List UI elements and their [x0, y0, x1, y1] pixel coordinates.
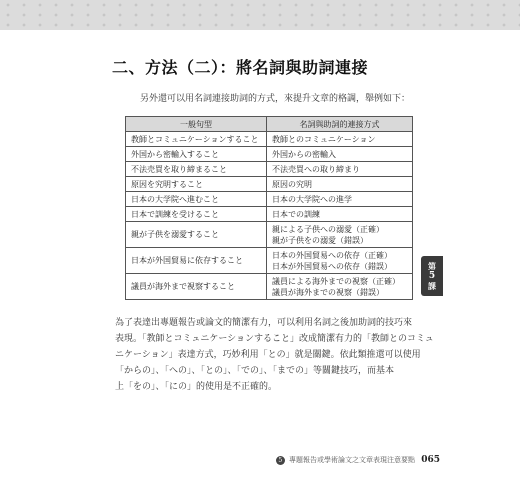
table-row	[126, 162, 413, 177]
page-number: 065	[421, 455, 440, 465]
noun-particle-cell	[267, 162, 413, 177]
table-header-cell: 一般句型	[126, 117, 267, 132]
table-row	[126, 207, 413, 222]
cell-line: 日本の大学院への進学	[272, 194, 352, 204]
general-form-cell: 原因を究明すること	[126, 177, 267, 192]
page-footer	[0, 455, 440, 465]
noun-particle-cell	[267, 192, 413, 207]
general-form-cell: 親が子供を溺愛すること	[126, 222, 267, 248]
chapter-tab-number: 5	[428, 271, 436, 281]
cell-line: 教師とのコミュニケーション	[272, 134, 376, 144]
general-form-cell: 日本で訓練を受けること	[126, 207, 267, 222]
table-header-row	[126, 117, 413, 132]
noun-particle-cell	[267, 222, 413, 248]
table-row	[126, 274, 413, 300]
decorative-header-band	[0, 0, 520, 30]
paragraph-line: 上「をの」、「にの」的使用是不正確的。	[115, 382, 278, 392]
intro-text: 另外還可以用名詞連接助詞的方式，來提升文章的格調，舉例如下：	[140, 94, 411, 104]
noun-particle-cell	[267, 274, 413, 300]
footer-title: 專題報告或學術論文之文章表現注意要點	[288, 456, 415, 464]
table-row	[126, 248, 413, 274]
paragraph-line: ニケーション」表達方式，巧妙利用「との」就是關鍵。依此類推還可以使用	[115, 350, 421, 360]
table-header-cell: 名詞與助詞的連接方式	[267, 117, 413, 132]
noun-particle-cell	[267, 177, 413, 192]
paragraph-line: 表現。「教師とコミュニケーションすること」改成簡潔有力的「教師とのコミュ	[115, 334, 434, 344]
cell-line: 外国からの密輸入	[272, 149, 336, 159]
chapter-tab-bottom: 課	[428, 281, 436, 291]
general-form-cell: 議員が海外まで視察すること	[126, 274, 267, 300]
cell-line-correct: 日本の外国貿易への依存（正確）	[272, 250, 392, 260]
general-form-cell: 不法売買を取り締まること	[126, 162, 267, 177]
chapter-tab	[421, 256, 443, 296]
table-row	[126, 192, 413, 207]
paragraph-line: 為了表達出專題報告或論文的簡潔有力，可以利用名詞之後加助詞的技巧來	[115, 318, 413, 328]
chapter-badge: 5	[276, 456, 285, 465]
example-table	[125, 116, 413, 300]
table-row	[126, 147, 413, 162]
cell-line-incorrect: 親が子供をの溺愛（錯誤）	[272, 235, 368, 245]
cell-line-correct: 親による子供への溺愛（正確）	[272, 224, 384, 234]
cell-line: 不法売買への取り締まり	[272, 164, 360, 174]
cell-line: 原因の究明	[272, 179, 312, 189]
table-row	[126, 222, 413, 248]
cell-line-incorrect: 議員が海外までの視察（錯誤）	[272, 287, 384, 297]
noun-particle-cell	[267, 132, 413, 147]
general-form-cell: 日本の大学院へ進むこと	[126, 192, 267, 207]
noun-particle-cell	[267, 207, 413, 222]
cell-line-incorrect: 日本が外国貿易への依存（錯誤）	[272, 261, 392, 271]
table-row	[126, 177, 413, 192]
paragraph-line: 「からの」、「への」、「との」、「での」、「までの」等關鍵技巧，而基本	[115, 366, 395, 376]
explanation-paragraph	[115, 315, 434, 395]
noun-particle-cell	[267, 147, 413, 162]
cell-line: 日本での訓練	[272, 209, 320, 219]
chapter-tab-top: 第	[428, 261, 436, 271]
general-form-cell: 外国から密輸入すること	[126, 147, 267, 162]
noun-particle-cell	[267, 248, 413, 274]
general-form-cell: 日本が外国貿易に依存すること	[126, 248, 267, 274]
table-row	[126, 132, 413, 147]
cell-line-correct: 議員による海外までの視察（正確）	[272, 276, 400, 286]
section-heading: 二、方法（二）：將名詞與助詞連接	[112, 58, 369, 77]
general-form-cell: 教師とコミュニケーションすること	[126, 132, 267, 147]
